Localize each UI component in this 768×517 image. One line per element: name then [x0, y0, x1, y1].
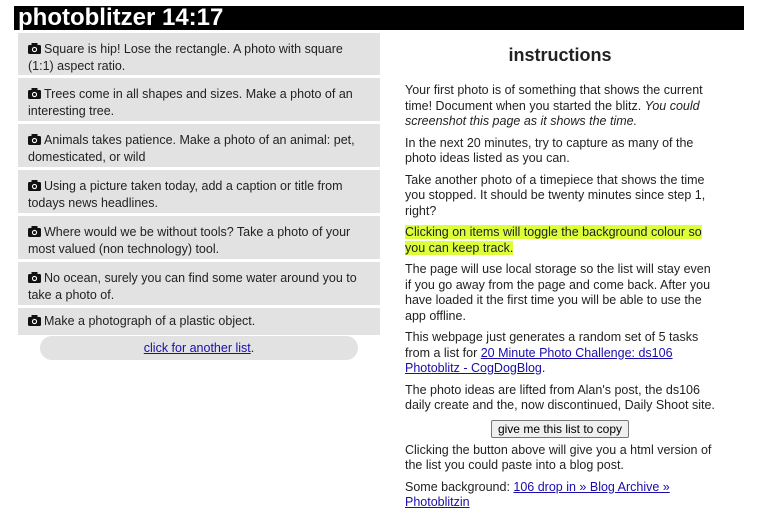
source-text: This webpage just generates a random set of 5 tasks from a list for: [405, 330, 699, 360]
instructions-panel: [405, 44, 715, 517]
task-list: [18, 33, 380, 338]
instructions-step-2: In the next 20 minutes, try to capture as many of the photo ideas listed as you can.: [405, 135, 694, 165]
instructions-step-1: [405, 83, 715, 130]
task-text: Trees come in all shapes and sizes. Make a photo of an interesting tree.: [28, 87, 353, 118]
instructions-step-3: Take another photo of a timepiece that shows the time you stopped. It should be twenty minutes since step 1, right?: [405, 172, 706, 218]
instructions-copy-note: Clicking the button above will give you a html version of the list you could paste into a blog post.: [405, 442, 712, 472]
app-title: photoblitzer 14:17: [14, 6, 744, 30]
camera-icon: [28, 134, 41, 145]
another-list-bar: [40, 336, 358, 360]
instructions-credits: The photo ideas are lifted from Alan's post, the ds106 daily create and the, now discontinued, Daily Shoot site.: [405, 382, 715, 412]
task-item[interactable]: [18, 170, 380, 213]
task-item[interactable]: [18, 262, 380, 305]
instructions-source: [405, 330, 715, 377]
copy-button-wrap: [405, 420, 715, 438]
instructions-background: [405, 480, 715, 511]
step-1-italic: You could screenshot this page as it shows the time.: [405, 98, 700, 128]
task-item[interactable]: [18, 124, 380, 167]
task-text: Using a picture taken today, add a caption or title from todays news headlines.: [28, 179, 343, 210]
task-text: No ocean, surely you can find some water around you to take a photo of.: [28, 271, 357, 302]
highlight-text: Clicking on items will toggle the background colour so you can keep track.: [405, 225, 702, 255]
task-item[interactable]: [18, 216, 380, 259]
task-item[interactable]: [18, 78, 380, 121]
camera-icon: [28, 180, 41, 191]
cogdog-link[interactable]: 20 Minute Photo Challenge: ds106 Photoblitz - CogDogBlog: [405, 345, 673, 375]
camera-icon: [28, 88, 41, 99]
task-item[interactable]: [18, 308, 380, 335]
task-item[interactable]: [18, 33, 380, 75]
instructions-highlight: [405, 225, 715, 256]
source-end: .: [541, 361, 546, 375]
copy-list-button[interactable]: give me this list to copy: [491, 420, 629, 438]
task-text: Animals takes patience. Make a photo of an animal: pet, domesticated, or wild: [28, 133, 355, 164]
instructions-heading: instructions: [508, 45, 612, 65]
another-list-suffix: .: [250, 341, 255, 355]
camera-icon: [28, 43, 41, 54]
task-text: Where would we be without tools? Take a photo of your most valued (non technology) tool.: [28, 225, 351, 256]
task-text: Make a photograph of a plastic object.: [44, 314, 256, 328]
step-1-text: Your first photo is of something that shows the current time! Document when you started the blitz.: [405, 83, 703, 113]
background-link[interactable]: 106 drop in » Blog Archive » Photoblitzin: [405, 479, 670, 509]
camera-icon: [28, 272, 41, 283]
task-text: Square is hip! Lose the rectangle. A photo with square (1:1) aspect ratio.: [28, 42, 343, 73]
another-list-link[interactable]: click for another list: [143, 341, 251, 355]
background-text: Some background:: [405, 479, 514, 494]
camera-icon: [28, 226, 41, 237]
instructions-storage-note: The page will use local storage so the list will stay even if you go away from the page and come back. After you have loaded it the first time you will be able to use the app offline.: [405, 262, 711, 323]
camera-icon: [28, 315, 41, 326]
